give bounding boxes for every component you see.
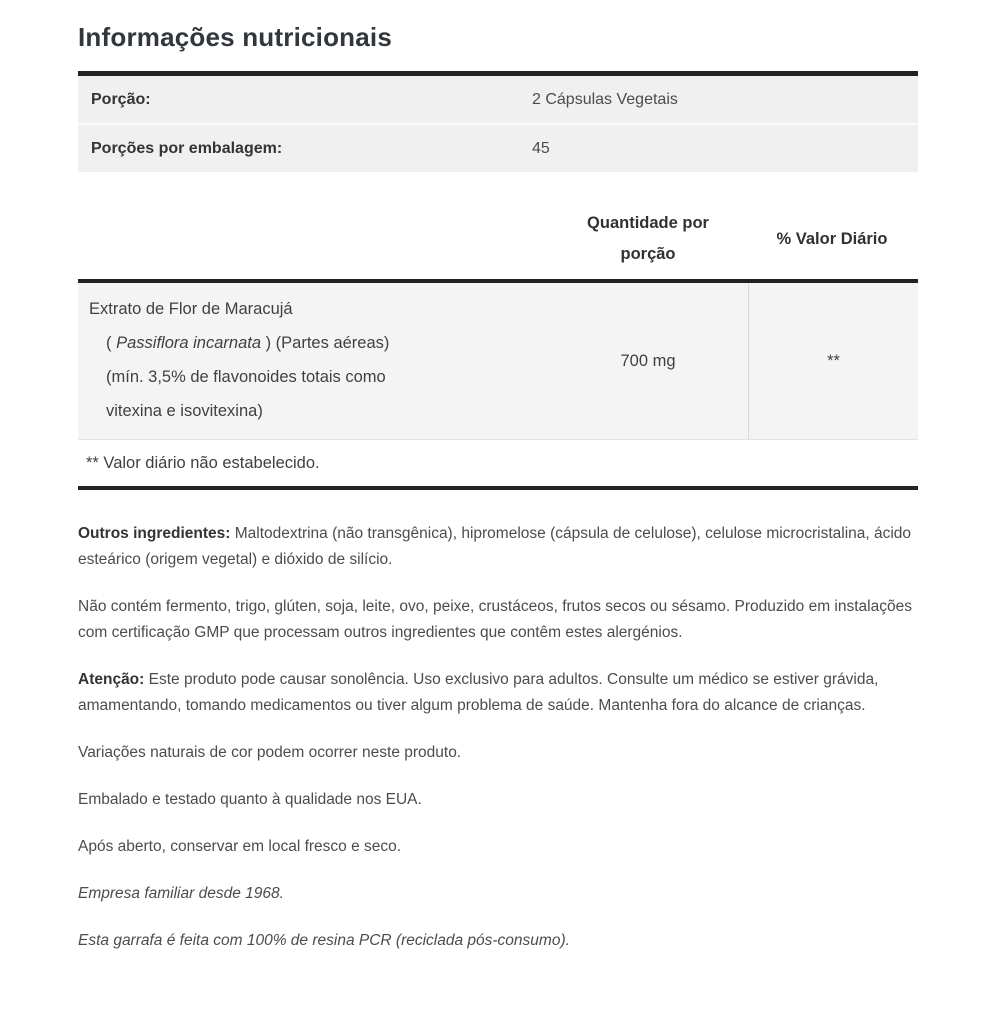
nutrition-label: [78, 22, 918, 954]
ingredient-row: [78, 283, 918, 440]
ingredient-name-line4: vitexina e isovitexina): [106, 402, 263, 420]
serving-row-porcoes-embalagem: [78, 125, 918, 172]
divider-bottom: [78, 486, 918, 490]
warning-text: Este produto pode causar sonolência. Uso exclusivo para adultos. Consulte um médico se estiver grávida, amamentando, tomando medicamentos ou tiver algum problema de saúde. Mantenha fora do alcance de crianças.: [78, 671, 879, 714]
ingredient-name-line2-post: ) (Partes aéreas): [261, 334, 390, 352]
other-ingredients-label: Outros ingredientes:: [78, 525, 231, 542]
ingredient-name-line2: [89, 326, 548, 360]
page-title: Informações nutricionais: [78, 22, 392, 52]
serving-row-porcao: [78, 76, 918, 125]
serving-row-value: 2 Cápsulas Vegetais: [532, 90, 678, 108]
serving-row-label: Porção:: [91, 90, 151, 108]
paragraph-allergens: Não contém fermento, trigo, glúten, soja, leite, ovo, peixe, crustáceos, frutos secos ou sésamo. Produzido em instalações com certificação GMP que processam outros ingredientes que contêm estes alergénios.: [78, 598, 912, 641]
ingredient-amount: 700 mg: [620, 351, 676, 370]
paragraph-storage: Após aberto, conservar em local fresco e seco.: [78, 838, 402, 855]
ingredient-daily-value: **: [748, 283, 918, 439]
column-header-amount-line2: porção: [620, 245, 676, 263]
facts-table-header: [78, 208, 918, 279]
ingredient-name-line2-pre: (: [106, 334, 117, 352]
paragraph-other-ingredients: [78, 521, 918, 573]
daily-value-footnote: ** Valor diário não estabelecido.: [86, 454, 320, 472]
paragraph-family-company: Empresa familiar desde 1968.: [78, 885, 284, 902]
warning-label: Atenção:: [78, 671, 145, 688]
serving-row-label: Porções por embalagem:: [91, 139, 283, 157]
serving-row-value: 45: [532, 139, 550, 157]
ingredient-name: [78, 283, 548, 439]
other-ingredients-text: Maltodextrina (não transgênica), hipromelose (cápsula de celulose), celulose microcristalina, ácido esteárico (origem vegetal) e dióxido de silício.: [78, 525, 912, 568]
column-header-amount: [548, 208, 748, 270]
ingredient-name-line1: Extrato de Flor de Maracujá: [89, 300, 293, 318]
serving-table: [78, 76, 918, 172]
paragraph-quality: Embalado e testado quanto à qualidade nos EUA.: [78, 791, 422, 808]
column-header-daily-value: % Valor Diário: [776, 229, 888, 248]
ingredient-latin-name: Passiflora incarnata: [116, 334, 262, 352]
ingredient-name-line3: (mín. 3,5% de flavonoides totais como: [106, 368, 386, 386]
paragraph-bottle-pcr: Esta garrafa é feita com 100% de resina PCR (reciclada pós-consumo).: [78, 932, 570, 949]
paragraph-warning: [78, 667, 918, 719]
paragraph-color-variation: Variações naturais de cor podem ocorrer neste produto.: [78, 744, 462, 761]
column-header-amount-line1: Quantidade por: [587, 214, 709, 232]
